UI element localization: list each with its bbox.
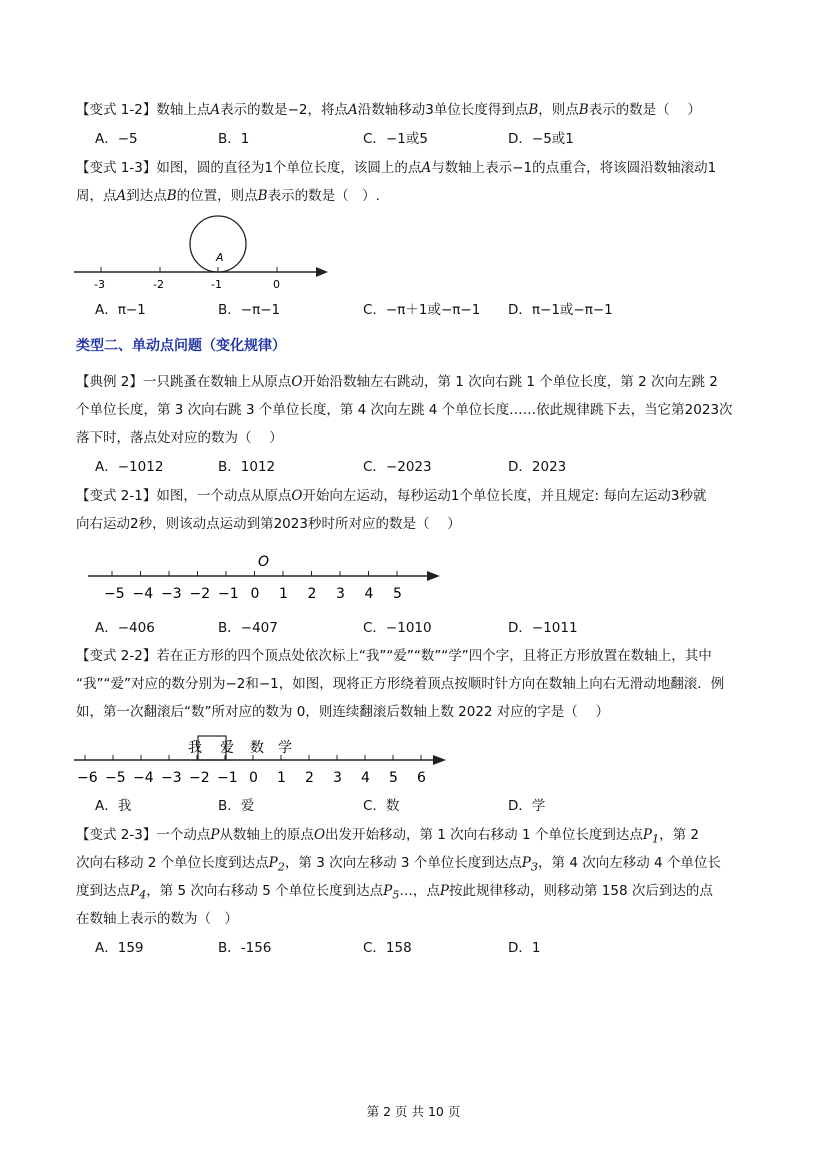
tick-label: -1 bbox=[211, 278, 222, 291]
option-a: A．159 bbox=[95, 940, 144, 956]
tick-label: 5 bbox=[393, 586, 402, 602]
tick-label: 2 bbox=[307, 586, 317, 602]
question-1-3-line2: 周，点A到达点B的位置，则点B表示的数是（ ）. bbox=[76, 188, 380, 204]
option-c: C．−2023 bbox=[363, 459, 432, 475]
axis-arrow-icon bbox=[433, 755, 446, 765]
option-a: A．我 bbox=[95, 798, 132, 814]
tick-label: 2 bbox=[305, 770, 314, 786]
option-c: C．数 bbox=[363, 798, 400, 814]
option-c: C．−1010 bbox=[363, 620, 432, 636]
tick-label: −4 bbox=[133, 770, 154, 786]
tick-label: 0 bbox=[249, 770, 258, 786]
section-heading: 类型二、单动点问题（变化规律） bbox=[76, 338, 286, 354]
question-1-3-line1: 【变式 1-3】如图，圆的直径为1个单位长度，该圆上的点A与数轴上表示−1的点重合，将该圆沿数轴滚动1 bbox=[76, 160, 717, 176]
tick-label: −2 bbox=[189, 586, 211, 602]
tick-label: 5 bbox=[389, 770, 398, 786]
question-2-1-line1: 【变式 2-1】如图，一个动点从原点O开始向左运动，每秒运动1个单位长度，并且规定: 每向左运动3秒就 bbox=[76, 488, 707, 504]
option-a: A．π−1 bbox=[95, 302, 146, 318]
example-2-line3: 落下时，落点处对应的数为（ ） bbox=[76, 430, 283, 446]
axis-arrow-icon bbox=[427, 571, 440, 581]
point-a-label: A bbox=[216, 251, 224, 264]
option-a: A．−406 bbox=[95, 620, 155, 636]
number-line-figure-2-1 bbox=[80, 548, 450, 608]
origin-label: O bbox=[258, 554, 270, 570]
option-b: B．1012 bbox=[218, 459, 276, 475]
tick-label: 4 bbox=[364, 586, 374, 602]
tick-label: −1 bbox=[218, 586, 239, 602]
tick-label: 0 bbox=[250, 586, 260, 602]
option-b: B．爱 bbox=[218, 798, 255, 814]
question-2-2-line2: “我”“爱”对应的数分别为−2和−1，如图，现将正方形绕着顶点按顺时针方向在数轴上向右无滑动地翻滚．例 bbox=[76, 676, 725, 692]
tick-label: −4 bbox=[132, 586, 154, 602]
tick-label: -3 bbox=[94, 278, 105, 291]
circle-number-line-figure bbox=[70, 212, 340, 294]
tick-label: −2 bbox=[189, 770, 210, 786]
option-a: A．−1012 bbox=[95, 459, 164, 475]
tick-label: −3 bbox=[161, 770, 182, 786]
tick-label: 1 bbox=[277, 770, 286, 786]
question-2-2-line1: 【变式 2-2】若在正方形的四个顶点处依次标上“我”“爱”“数”“学”四个字，且将正方形放置在数轴上，其中 bbox=[76, 648, 712, 664]
question-2-3-line4: 在数轴上表示的数为（ ） bbox=[76, 911, 238, 927]
tick-label: -2 bbox=[153, 278, 164, 291]
tick-label: 3 bbox=[333, 770, 342, 786]
option-d: D．−5或1 bbox=[508, 131, 574, 147]
word-label: 学 bbox=[278, 740, 292, 756]
tick-label: 0 bbox=[273, 278, 280, 291]
option-b: B．−π−1 bbox=[218, 302, 281, 318]
question-2-3-line3: 度到达点$P_4$，第 5 次向右移动 5 个单位长度到达点$P_5\dots$，点P按此规律移动，则移动第 158 次后到达的点 bbox=[76, 883, 713, 902]
question-1-2: 【变式 1-2】数轴上点A表示的数是−2，将点A沿数轴移动3单位长度得到点B，则点B表示的数是（ ） bbox=[76, 102, 701, 118]
option-c: C．158 bbox=[363, 940, 412, 956]
tick-label: 4 bbox=[361, 770, 370, 786]
option-d: D．1 bbox=[508, 940, 541, 956]
option-c: C．−π＋1或−π−1 bbox=[363, 302, 481, 318]
axis-arrow-icon bbox=[316, 267, 328, 277]
option-d: D．2023 bbox=[508, 459, 567, 475]
tick-label: 1 bbox=[279, 586, 288, 602]
option-d: D．学 bbox=[508, 798, 546, 814]
option-b: B．-156 bbox=[218, 940, 272, 956]
option-b: B．1 bbox=[218, 131, 250, 147]
example-2-line1: 【典例 2】一只跳蚤在数轴上从原点O开始沿数轴左右跳动，第 1 次向右跳 1 个单位长度，第 2 次向左跳 2 bbox=[76, 374, 718, 390]
question-2-3-line1: 【变式 2-3】一个动点P从数轴上的原点O出发开始移动，第 1 次向右移动 1 个单位长度到达点$P_1$，第 2 bbox=[76, 827, 700, 846]
word-label: 爱 bbox=[220, 740, 234, 756]
option-b: B．−407 bbox=[218, 620, 278, 636]
page-footer: 第 2 页 共 10 页 bbox=[366, 1104, 461, 1119]
square-number-line-figure bbox=[70, 732, 460, 786]
tick-label: 6 bbox=[417, 770, 426, 786]
question-2-2-line3: 如，第一次翻滚后“数”所对应的数为 0，则连续翻滚后数轴上数 2022 对应的字是（ ） bbox=[76, 704, 610, 720]
tick-label: 3 bbox=[336, 586, 345, 602]
example-2-line2: 个单位长度，第 3 次向右跳 3 个单位长度，第 4 次向左跳 4 个单位长度……依此规律跳下去，当它第2023次 bbox=[76, 402, 733, 418]
tick-label: −5 bbox=[104, 586, 125, 602]
option-d: D．π−1或−π−1 bbox=[508, 302, 613, 318]
word-label: 数 bbox=[250, 740, 264, 756]
tick-label: −1 bbox=[217, 770, 238, 786]
tick-label: −3 bbox=[161, 586, 182, 602]
tick-label: −6 bbox=[77, 770, 98, 786]
option-a: A．−5 bbox=[95, 131, 138, 147]
question-2-3-line2: 次向右移动 2 个单位长度到达点$P_2$，第 3 次向左移动 3 个单位长度到达点$P_3$，第 4 次向左移动 4 个单位长 bbox=[76, 855, 721, 874]
question-2-1-line2: 向右运动2秒，则该动点运动到第2023秒时所对应的数是（ ） bbox=[76, 516, 461, 532]
word-label: 我 bbox=[188, 740, 202, 756]
option-d: D．−1011 bbox=[508, 620, 578, 636]
tick-label: −5 bbox=[105, 770, 126, 786]
option-c: C．−1或5 bbox=[363, 131, 428, 147]
